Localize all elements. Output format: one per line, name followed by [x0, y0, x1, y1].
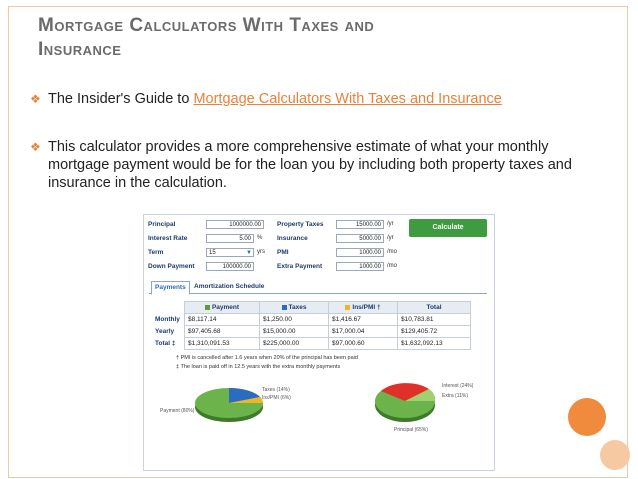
interest-rate-unit: %: [257, 235, 263, 241]
taxes-legend-swatch: [282, 305, 287, 310]
payoff-footnote: ‡ The loan is paid off in 12.5 years with the extra monthly payments: [176, 364, 341, 370]
property-taxes-input[interactable]: 15000.00: [336, 220, 384, 229]
insurance-label: Insurance: [277, 235, 308, 242]
chevron-down-icon: ▼: [246, 250, 252, 256]
slide-title: [38, 14, 558, 62]
principal-input[interactable]: 1000000.00: [206, 220, 264, 229]
guide-link[interactable]: Mortgage Calculators With Taxes and Insurance: [193, 91, 502, 107]
pie1-ins-pmi-label: Ins/PMI (6%): [262, 395, 291, 401]
pie2-extra-label: Extra (11%): [442, 393, 469, 399]
header-payment: Payment: [185, 302, 260, 314]
property-taxes-unit: /yr: [387, 221, 394, 227]
calculate-button[interactable]: Calculate: [409, 219, 487, 237]
mortgage-calculator-screenshot: [143, 214, 495, 471]
pie2-principal-label: Principal (65%): [394, 427, 428, 433]
extra-payment-input[interactable]: 1000.00: [336, 262, 384, 271]
property-taxes-label: Property Taxes: [277, 221, 324, 228]
interest-rate-label: Interest Rate: [148, 235, 188, 242]
insurance-unit: /yr: [387, 235, 394, 241]
footnotes: [176, 354, 358, 372]
payments-table: [152, 301, 471, 350]
payment-legend-swatch: [205, 305, 210, 310]
extra-payment-label: Extra Payment: [277, 263, 323, 270]
pmi-label: PMI: [277, 249, 289, 256]
table-row: Yearly $97,405.68 $15,000.00 $17,000.04 $129,405.72: [152, 326, 471, 338]
pie2-interest-label: Interest (24%): [442, 383, 474, 389]
interest-rate-input[interactable]: 5.00: [206, 234, 254, 243]
pie1-payment-label: Payment (80%): [160, 408, 195, 414]
bullet-1-prefix: The Insider's Guide to: [48, 91, 194, 107]
payment-breakdown-pie: [189, 377, 279, 427]
title-line-1: Mortgage Calculators With Taxes and: [38, 15, 375, 36]
header-taxes: Taxes: [260, 302, 329, 314]
bullet-marker-icon: ❖: [30, 92, 41, 106]
payment-composition-pie: [369, 375, 449, 425]
extra-payment-unit: /mo: [387, 263, 398, 269]
term-unit: yrs: [257, 249, 265, 255]
calculator-tabs: [149, 281, 487, 294]
ins-pmi-legend-swatch: [345, 305, 350, 310]
insurance-input[interactable]: 5000.00: [336, 234, 384, 243]
pie1-taxes-label: Taxes (14%): [262, 387, 290, 393]
term-label: Term: [148, 249, 164, 256]
pmi-input[interactable]: 1000.00: [336, 248, 384, 257]
bullet-1: [30, 90, 610, 110]
tab-amortization-schedule[interactable]: Amortization Schedule: [194, 283, 265, 290]
bullet-2-text: This calculator provides a more comprehensive estimate of what your monthly mortgage payment would be for the loan you by including both property taxes and insurance in the calculation.: [48, 139, 572, 191]
term-value: 15: [209, 250, 216, 256]
pmi-unit: /mo: [387, 249, 398, 255]
decorative-peach-circle: [600, 440, 630, 470]
pmi-footnote: † PMI is cancelled after 1.6 years when 20% of the principal has been paid: [176, 355, 358, 361]
title-line-2: Insurance: [38, 39, 122, 60]
bullet-marker-icon: ❖: [30, 140, 41, 154]
table-row: Monthly $8,117.14 $1,250.00 $1,416.67 $10,783.81: [152, 314, 471, 326]
down-payment-label: Down Payment: [148, 263, 195, 270]
tab-payments[interactable]: Payments: [151, 281, 190, 295]
down-payment-input[interactable]: 100000.00: [206, 262, 254, 271]
decorative-orange-circle: [568, 398, 606, 436]
principal-label: Principal: [148, 221, 176, 228]
header-ins-pmi: Ins/PMI †: [329, 302, 398, 314]
term-select[interactable]: [206, 248, 254, 257]
header-total: Total: [398, 302, 471, 314]
bullet-2: [30, 138, 610, 198]
table-row: Total ‡ $1,310,091.53 $225,000.00 $97,000.60 $1,632,092.13: [152, 338, 471, 350]
